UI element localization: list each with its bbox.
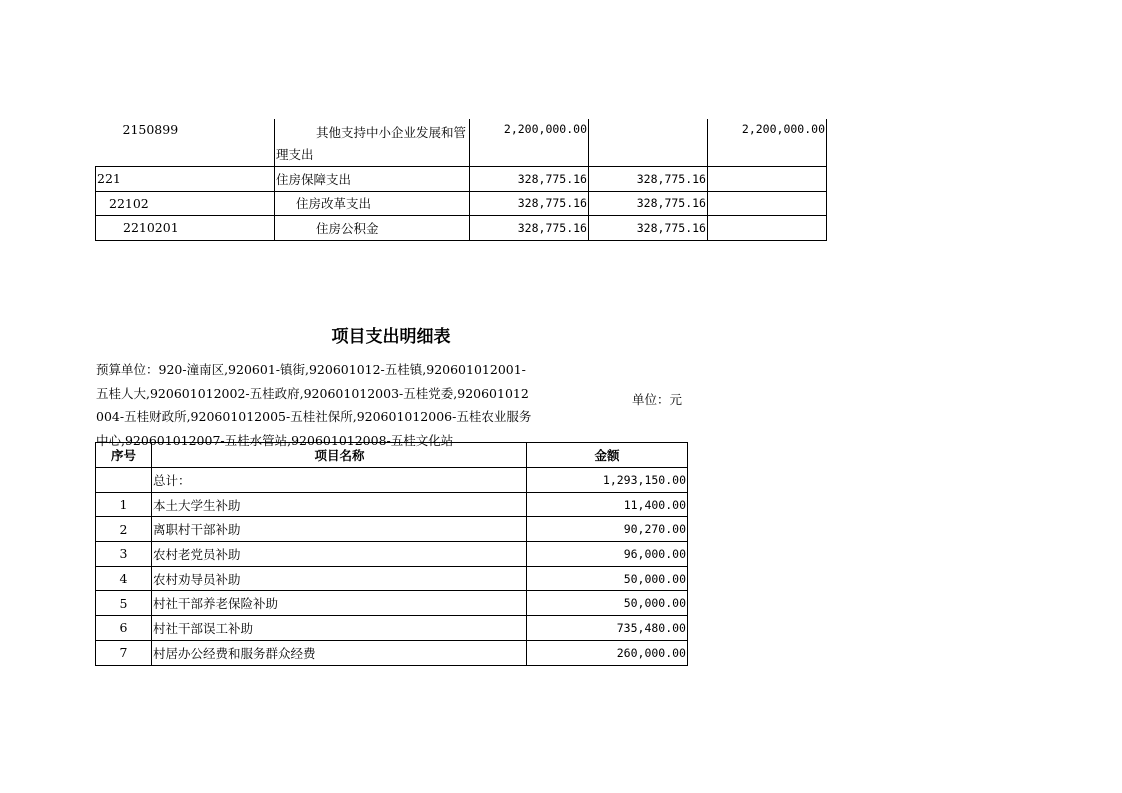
amount-cell: 735,480.00: [527, 616, 688, 641]
total-row: [96, 468, 688, 493]
project-expenditure: [708, 191, 827, 216]
table-row: [96, 191, 827, 216]
column-header-amount: 金额: [527, 443, 688, 468]
subject-name: 其他支持中小企业发展和管理支出: [275, 119, 470, 167]
table-row: [96, 216, 827, 241]
basic-expenditure: 328,775.16: [589, 167, 708, 192]
column-header-seq: 序号: [96, 443, 152, 468]
name-cell: 村居办公经费和服务群众经费: [152, 640, 527, 665]
subject-name: 住房公积金: [275, 216, 470, 241]
table-row: [96, 517, 688, 542]
name-cell: 农村劝导员补助: [152, 566, 527, 591]
basic-expenditure: 328,775.16: [589, 191, 708, 216]
name-cell: 农村老党员补助: [152, 542, 527, 567]
seq-cell: 3: [96, 542, 152, 567]
total-amount: 328,775.16: [470, 216, 589, 241]
subject-code: 2210201: [96, 216, 275, 241]
seq-cell: 6: [96, 616, 152, 641]
header-row: [96, 443, 688, 468]
amount-cell: 260,000.00: [527, 640, 688, 665]
seq-cell: 4: [96, 566, 152, 591]
seq-cell: 5: [96, 591, 152, 616]
total-amount: 2,200,000.00: [470, 119, 589, 167]
table-row: [96, 616, 688, 641]
table-row: [96, 542, 688, 567]
amount-cell: 50,000.00: [527, 591, 688, 616]
table-row: [96, 566, 688, 591]
name-cell: 本土大学生补助: [152, 492, 527, 517]
expenditure-classification-table: [95, 119, 827, 241]
basic-expenditure: [589, 119, 708, 167]
amount-cell: 11,400.00: [527, 492, 688, 517]
table-row: [96, 492, 688, 517]
table-row: [96, 640, 688, 665]
project-expenditure: 2,200,000.00: [708, 119, 827, 167]
table-row: [96, 167, 827, 192]
name-cell: 离职村干部补助: [152, 517, 527, 542]
unit-label: 单位：元: [632, 392, 683, 407]
subject-code: 221: [96, 167, 275, 192]
page-title: 项目支出明细表: [331, 327, 451, 347]
name-cell: 村社干部养老保险补助: [152, 591, 527, 616]
subject-code: 2150899: [96, 119, 275, 167]
seq-cell: 7: [96, 640, 152, 665]
budget-unit-text: 预算单位：920-潼南区,920601-镇街,920601012-五桂镇,920601012001-五桂人大,920601012002-五桂政府,920601012003-五桂党委,920601012004-五桂财政所,920601012005-五桂社保所,920601012006-五桂农业服务中心,920601012007-五桂水管站,920601012008-五桂文化站: [96, 362, 532, 448]
seq-cell: 2: [96, 517, 152, 542]
column-header-name: 项目名称: [152, 443, 527, 468]
project-expenditure: [708, 216, 827, 241]
total-amount: 328,775.16: [470, 191, 589, 216]
amount-cell: 1,293,150.00: [527, 468, 688, 493]
amount-cell: 96,000.00: [527, 542, 688, 567]
project-expenditure-detail-table: [95, 442, 688, 666]
name-cell: 总计：: [152, 468, 527, 493]
amount-cell: 90,270.00: [527, 517, 688, 542]
seq-cell: [96, 468, 152, 493]
amount-cell: 50,000.00: [527, 566, 688, 591]
subject-name: 住房改革支出: [275, 191, 470, 216]
project-expenditure: [708, 167, 827, 192]
seq-cell: 1: [96, 492, 152, 517]
table-row: [96, 591, 688, 616]
subject-name: 住房保障支出: [275, 167, 470, 192]
total-amount: 328,775.16: [470, 167, 589, 192]
subject-code: 22102: [96, 191, 275, 216]
name-cell: 村社干部误工补助: [152, 616, 527, 641]
basic-expenditure: 328,775.16: [589, 216, 708, 241]
table-row: [96, 119, 827, 167]
